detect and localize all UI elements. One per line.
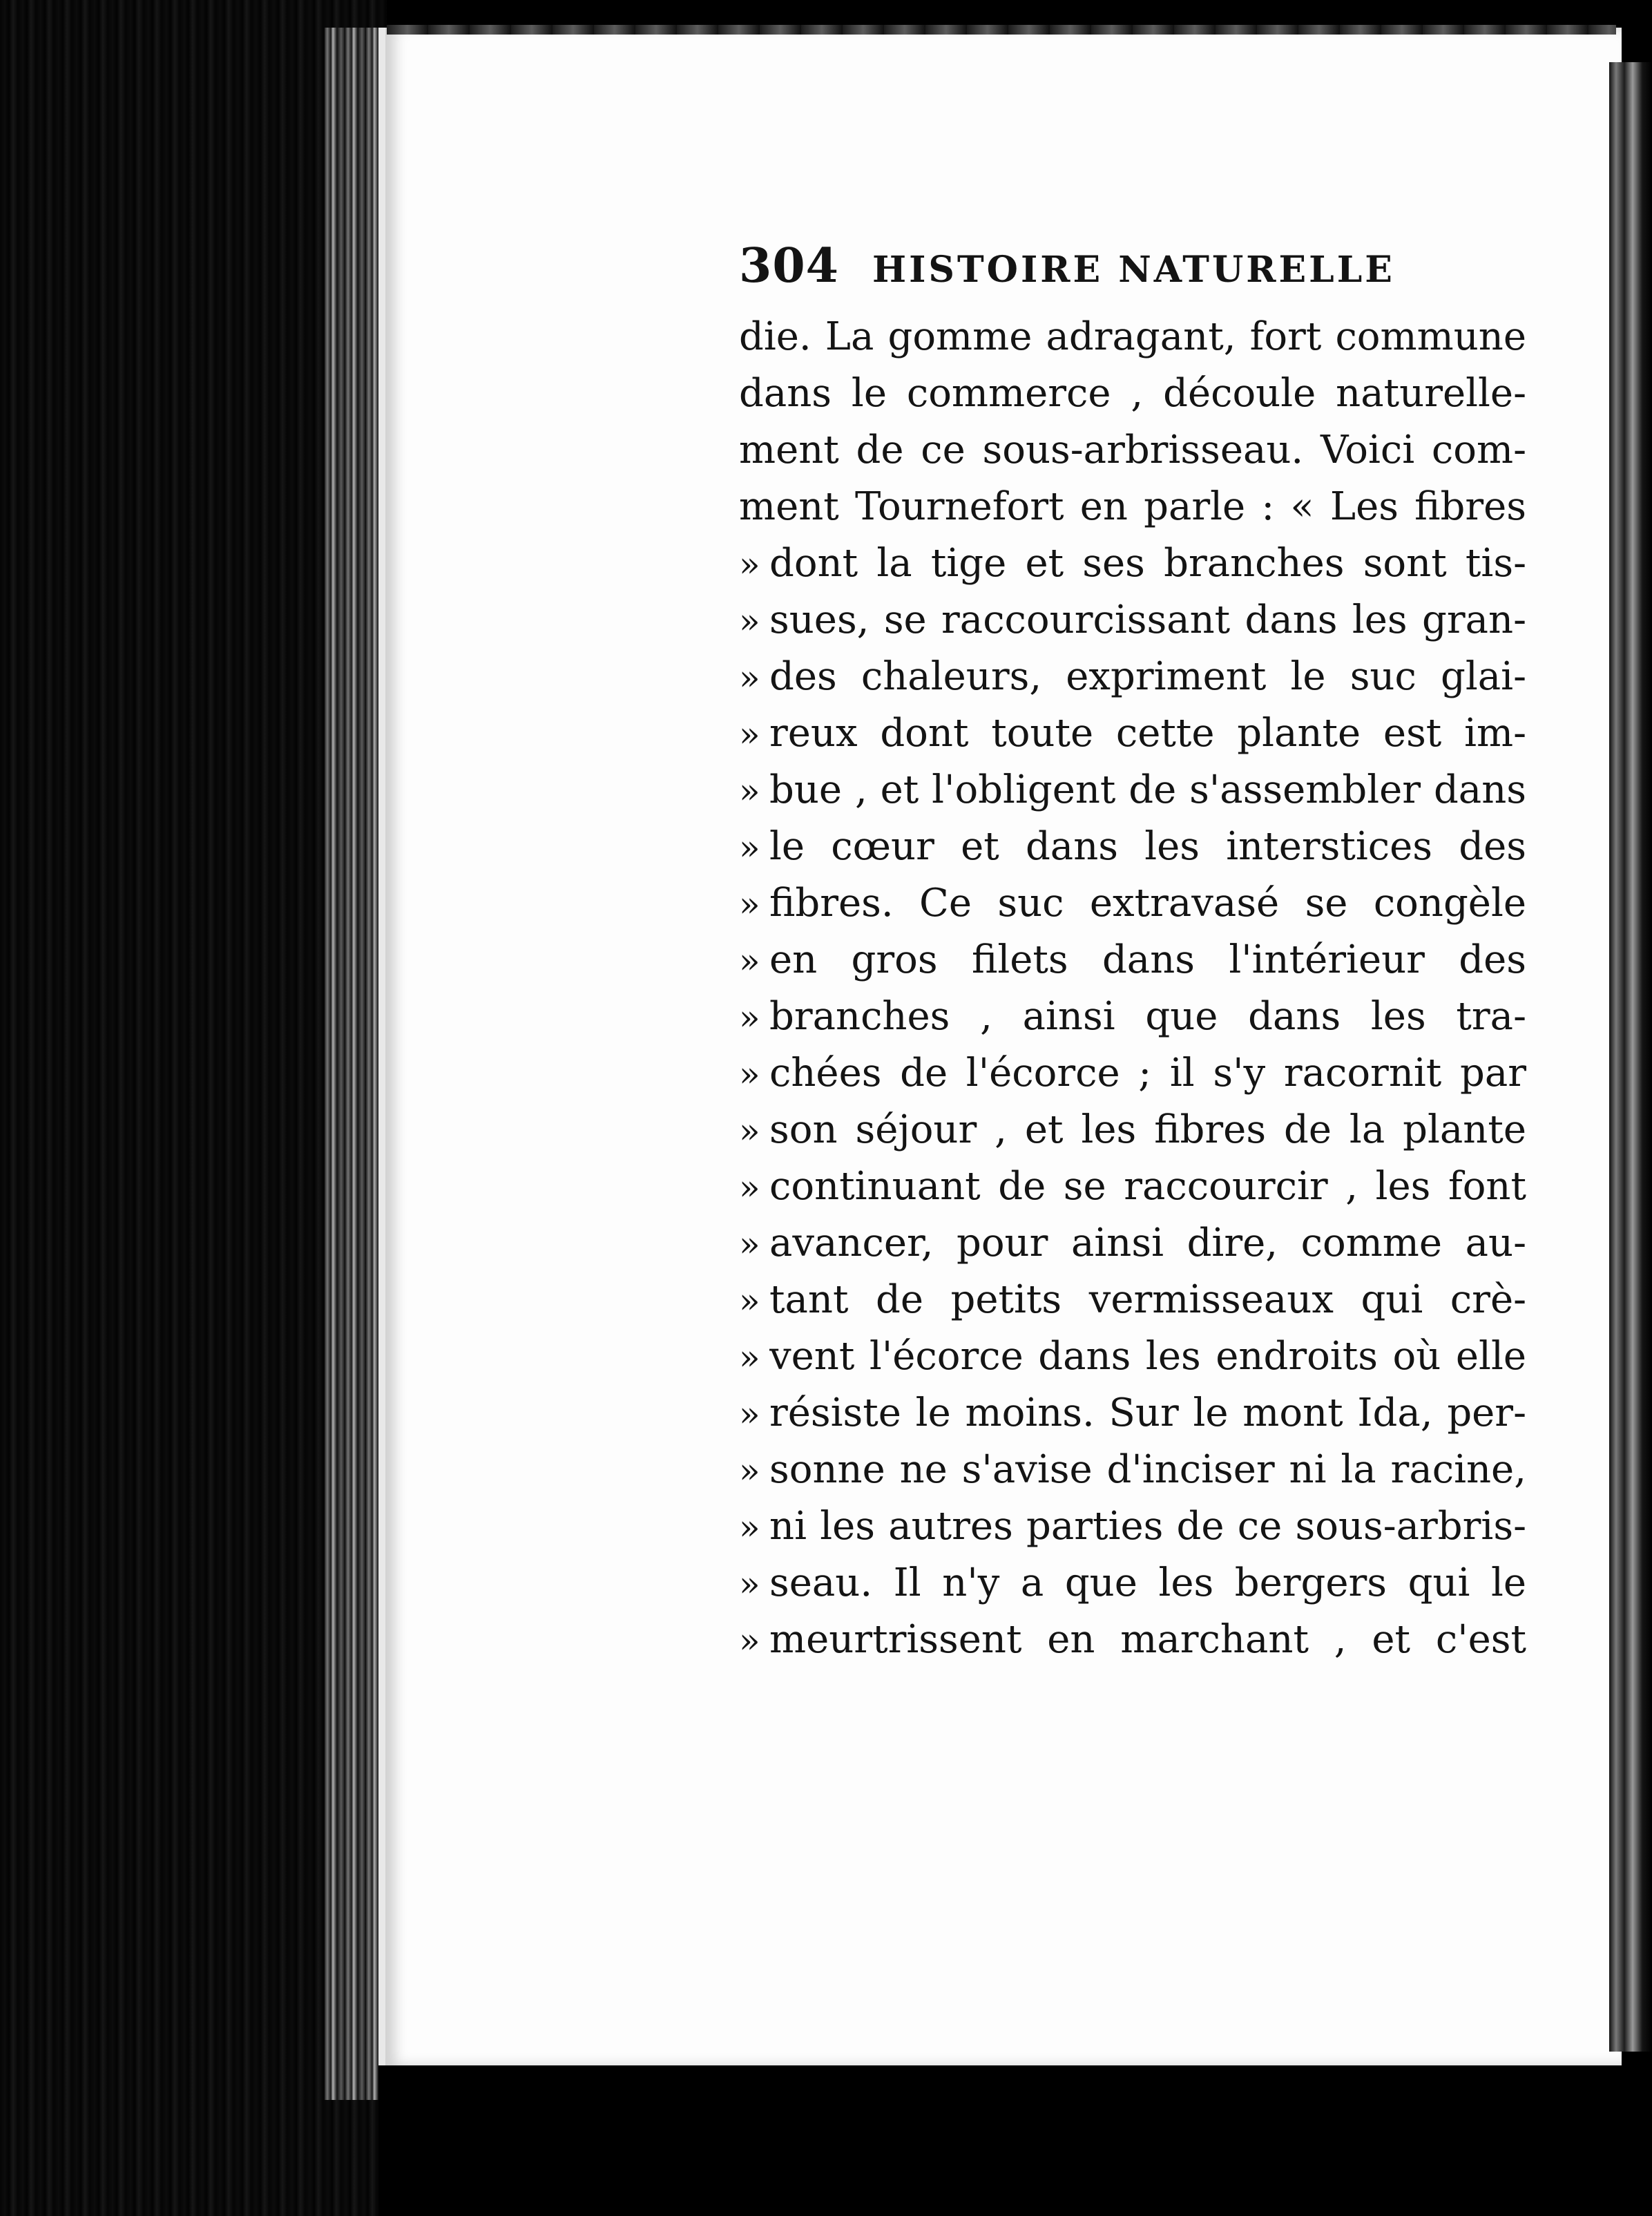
text-line (739, 1328, 1526, 1385)
text-line (739, 592, 1526, 649)
text-line (739, 1045, 1526, 1102)
line-text: sonne ne s'avise d'inciser ni la racine, (769, 1447, 1526, 1492)
quote-mark: » (739, 544, 760, 584)
line-text: dont la tige et ses branches sont tis- (769, 541, 1526, 586)
line-text: continuant de se raccourcir , les font (769, 1164, 1526, 1209)
quote-mark: » (739, 1621, 760, 1661)
text-line (739, 988, 1526, 1045)
line-text: meurtrissent en marchant , et c'est (769, 1617, 1526, 1662)
text-line (739, 1272, 1526, 1328)
quote-mark: » (739, 884, 760, 924)
line-text: vent l'écorce dans les endroits où elle (769, 1334, 1526, 1379)
text-line (739, 1158, 1526, 1215)
line-text: ment de ce sous-arbrisseau. Voici com- (739, 428, 1526, 472)
line-text: reux dont toute cette plante est im- (769, 711, 1526, 756)
quote-mark: » (739, 1394, 760, 1434)
text-line (739, 649, 1526, 705)
page-top-edge (387, 25, 1616, 35)
quote-mark: » (739, 1337, 760, 1377)
quote-mark: » (739, 1281, 760, 1321)
line-text: dans le commerce , découle naturelle- (739, 371, 1526, 416)
quote-mark: » (739, 828, 760, 868)
running-title: HISTOIRE NATURELLE (872, 249, 1395, 291)
line-text: die. La gomme adragant, fort commune (739, 314, 1526, 359)
text-line (739, 932, 1526, 988)
running-head (739, 238, 1526, 300)
line-text: seau. Il n'y a que les bergers qui le (769, 1560, 1526, 1605)
line-text: chées de l'écorce ; il s'y racornit par (769, 1051, 1526, 1096)
line-text: avancer, pour ainsi dire, comme au- (769, 1221, 1526, 1265)
quote-mark: » (739, 714, 760, 754)
line-text: ment Tournefort en parle : « Les fibres (739, 484, 1526, 529)
quote-mark: » (739, 1111, 760, 1151)
quote-mark: » (739, 1451, 760, 1491)
quote-mark: » (739, 1167, 760, 1207)
quote-mark: » (739, 658, 760, 698)
line-text: des chaleurs, expriment le suc glai- (769, 654, 1526, 699)
line-text: ni les autres parties de ce sous-arbris- (769, 1504, 1526, 1549)
text-line (739, 1555, 1526, 1612)
text-line (739, 1612, 1526, 1668)
line-text: bue , et l'obligent de s'assembler dans (769, 767, 1526, 812)
text-line (739, 705, 1526, 762)
text-line (739, 819, 1526, 875)
quote-mark: » (739, 771, 760, 811)
line-text: fibres. Ce suc extravasé se congèle (769, 881, 1526, 926)
quote-mark: » (739, 1564, 760, 1604)
line-text: tant de petits vermisseaux qui crè- (769, 1277, 1526, 1322)
text-line (739, 309, 1526, 365)
text-line (739, 1498, 1526, 1555)
text-line (739, 1215, 1526, 1272)
line-text: résiste le moins. Sur le mont Ida, per- (769, 1391, 1526, 1435)
quote-mark: » (739, 941, 760, 981)
text-line (739, 875, 1526, 932)
text-line (739, 479, 1526, 535)
line-text: son séjour , et les fibres de la plante (769, 1107, 1526, 1152)
page-text-block (739, 238, 1526, 1668)
line-text: en gros filets dans l'intérieur des (769, 937, 1526, 982)
page-number: 304 (739, 238, 839, 294)
line-text: branches , ainsi que dans les tra- (769, 994, 1526, 1039)
quote-mark: » (739, 601, 760, 641)
line-text: sues, se raccourcissant dans les gran- (769, 598, 1526, 642)
right-page-edge (1609, 62, 1652, 2052)
scan-background (378, 2065, 1652, 2216)
quote-mark: » (739, 997, 760, 1038)
text-line (739, 422, 1526, 479)
quote-mark: » (739, 1507, 760, 1547)
text-line (739, 365, 1526, 422)
text-line (739, 1385, 1526, 1442)
text-line (739, 1442, 1526, 1498)
text-line (739, 1102, 1526, 1158)
text-line (739, 535, 1526, 592)
quote-mark: » (739, 1054, 760, 1094)
text-line (739, 762, 1526, 819)
line-text: le cœur et dans les interstices des (769, 824, 1526, 869)
quote-mark: » (739, 1224, 760, 1264)
